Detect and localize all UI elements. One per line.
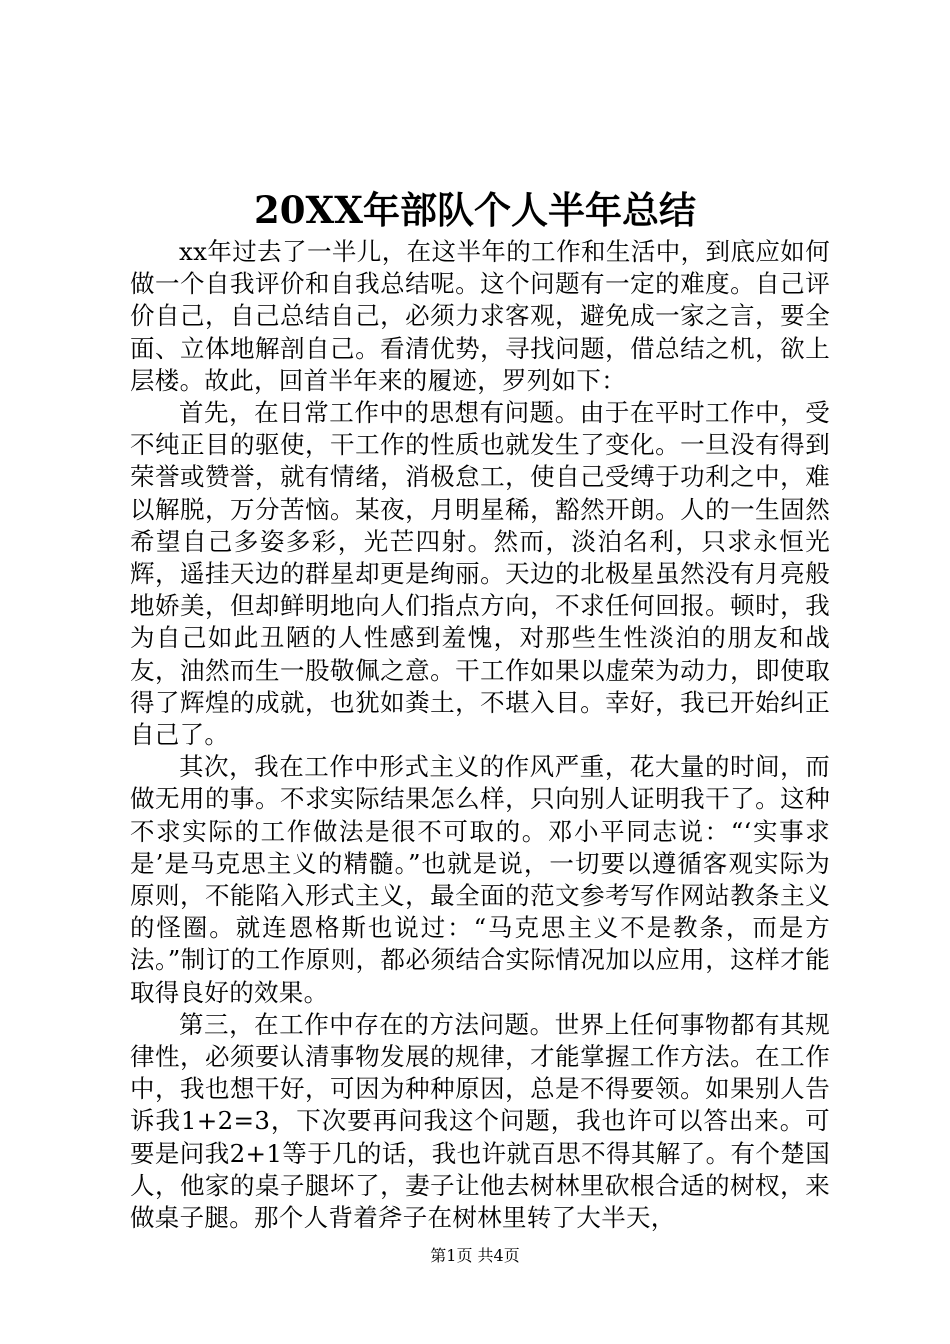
paragraph-first: 首先，在日常工作中的思想有问题。由于在平时工作中，受不纯正目的驱使，干工作的性质也就发生了变化。一旦没有得到荣誉或赞誉，就有情绪，消极怠工，使自己受缚于功利之中，难以解脱，万分苦恼。某夜，月明星稀，豁然开朗。人的一生固然希望自己多姿多彩，光芒四射。然而，淡泊名利，只求永恒光辉，遥挂天边的群星却更是绚丽。天边的北极星虽然没有月亮般地娇美，但却鲜明地向人们指点方向，不求任何回报。顿时，我为自己如此丑陋的人性感到羞愧，对那些生性淡泊的朋友和战友，油然而生一股敬佩之意。干工作如果以虚荣为动力，即使取得了辉煌的成就，也犹如粪土，不堪入目。幸好，我已开始纠正自己了。 — [130, 398, 830, 750]
document-body — [130, 236, 830, 1234]
paragraph-third: 第三，在工作中存在的方法问题。世界上任何事物都有其规律性，必须要认清事物发展的规律，才能掌握工作方法。在工作中，我也想干好，可因为种种原因，总是不得要领。如果别人告诉我1+2=3，下次要再问我这个问题，我也许可以答出来。可要是问我2+1等于几的话，我也许就百思不得其解了。有个楚国人，他家的桌子腿坏了，妻子让他去树林里砍根合适的树杈，来做桌子腿。那个人背着斧子在树林里转了大半天， — [130, 1009, 830, 1233]
document-title: 20XX年部队个人半年总结 — [254, 188, 696, 232]
paragraph-intro: xx年过去了一半儿，在这半年的工作和生活中，到底应如何做一个自我评价和自我总结呢。这个问题有一定的难度。自己评价自己，自己总结自己，必须力求客观，避免成一家之言，要全面、立体地解剖自己。看清优势，寻找问题，借总结之机，欲上层楼。故此，回首半年来的履迹，罗列如下： — [130, 237, 830, 395]
paragraph-second: 其次，我在工作中形式主义的作风严重，花大量的时间，而做无用的事。不求实际结果怎么样，只向别人证明我干了。这种不求实际的工作做法是很不可取的。邓小平同志说：“‘实事求是’是马克思主义的精髓。”也就是说，一切要以遵循客观实际为原则，不能陷入形式主义，最全面的范文参考写作网站教条主义的怪圈。就连恩格斯也说过：“马克思主义不是教条，而是方法。”制订的工作原则，都必须结合实际情况加以应用，这样才能取得良好的效果。 — [130, 752, 830, 1007]
page-number-footer: 第1页 共4页 — [430, 1246, 520, 1265]
